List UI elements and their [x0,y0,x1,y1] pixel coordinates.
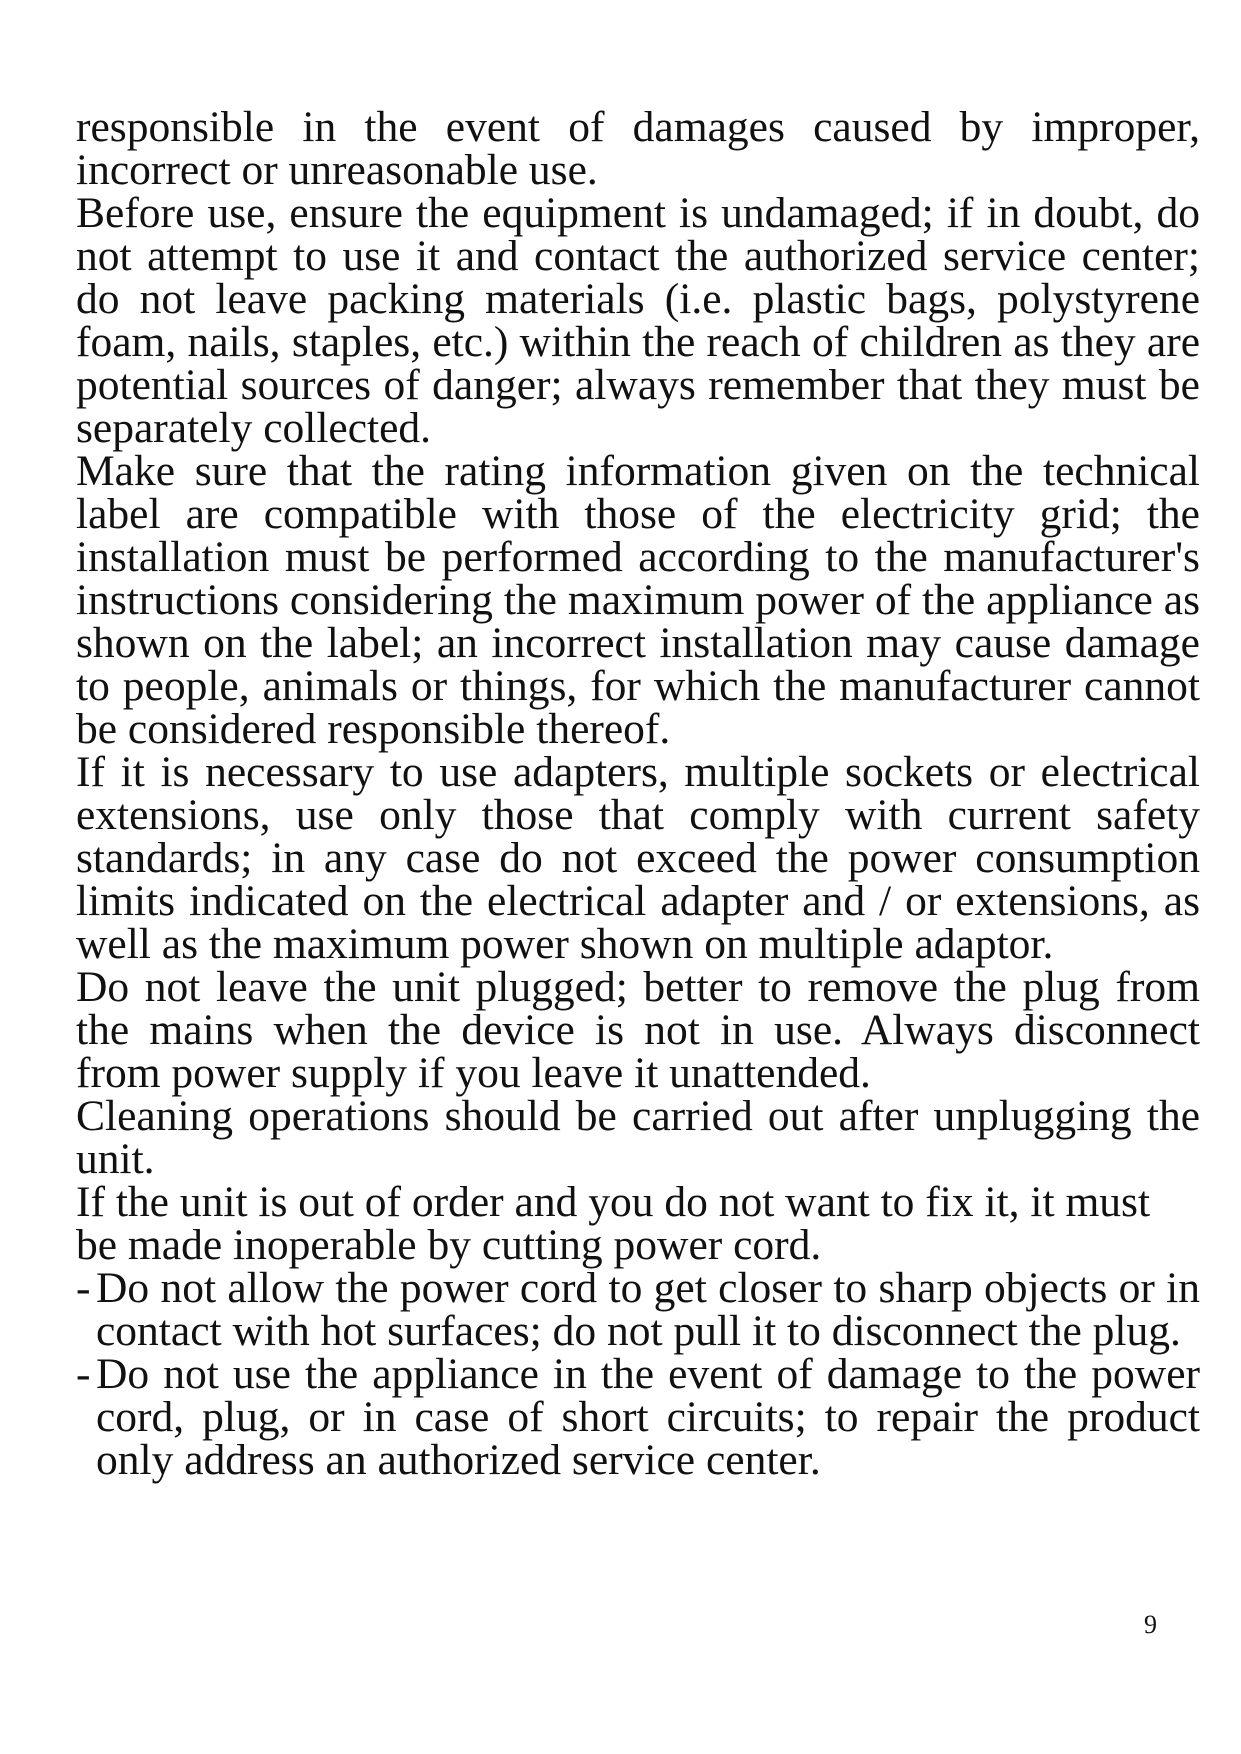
paragraph-before-use: Before use, ensure the equipment is undamaged; if in doubt, do not attempt to use it and contact the authorized service center; do not leave packing materials (i.e. plastic bags, polystyrene foam, nails, staples, etc.) within the reach of children as they are potential sources of danger; always remember that they must be separately collected. [76,189,1200,452]
bullet-text: Do not use the appliance in the event of damage to the power cord, plug, or in case of short circuits; to repair the product only address an authorized service center. [96,1350,1200,1484]
paragraph-rating-information: Make sure that the rating information given on the technical label are compatible with those of the electricity grid; the installation must be performed according to the manufacturer's instructions considering the maximum power of the appliance as shown on the label; an incorrect installation may cause damage to people, animals or things, for which the manufacturer cannot be considered responsible thereof. [76,447,1200,753]
paragraph-adapters: If it is necessary to use adapters, multiple sockets or electrical extensions, use only those that comply with current safety standards; in any case do not exceed the power consumption limits indicated on the electrical adapter and / or extensions, as well as the maximum power shown on multiple adaptor. [76,748,1200,968]
bullet-dash: - [76,1264,91,1312]
bullet-dash: - [76,1350,91,1398]
paragraph-out-of-order: If the unit is out of order and you do not want to fix it, it must be made inoperable by cutting power cord. [76,1178,1151,1269]
bullet-item-power-cord [76,1264,1200,1355]
bullet-text: Do not allow the power cord to get closer to sharp objects or in contact with hot surfaces; do not pull it to disconnect the plug. [96,1264,1200,1355]
paragraph-unplug: Do not leave the unit plugged; better to remove the plug from the mains when the device is not in use. Always disconnect from power supply if you leave it unattended. [76,963,1200,1097]
paragraph-cleaning: Cleaning operations should be carried out after unplugging the unit. [76,1092,1200,1183]
document-body [76,103,1200,1484]
paragraph-improper-use: responsible in the event of damages caused by improper, incorrect or unreasonable use. [76,103,1200,194]
page-number: 9 [1144,1610,1157,1639]
bullet-item-damage [76,1350,1200,1484]
